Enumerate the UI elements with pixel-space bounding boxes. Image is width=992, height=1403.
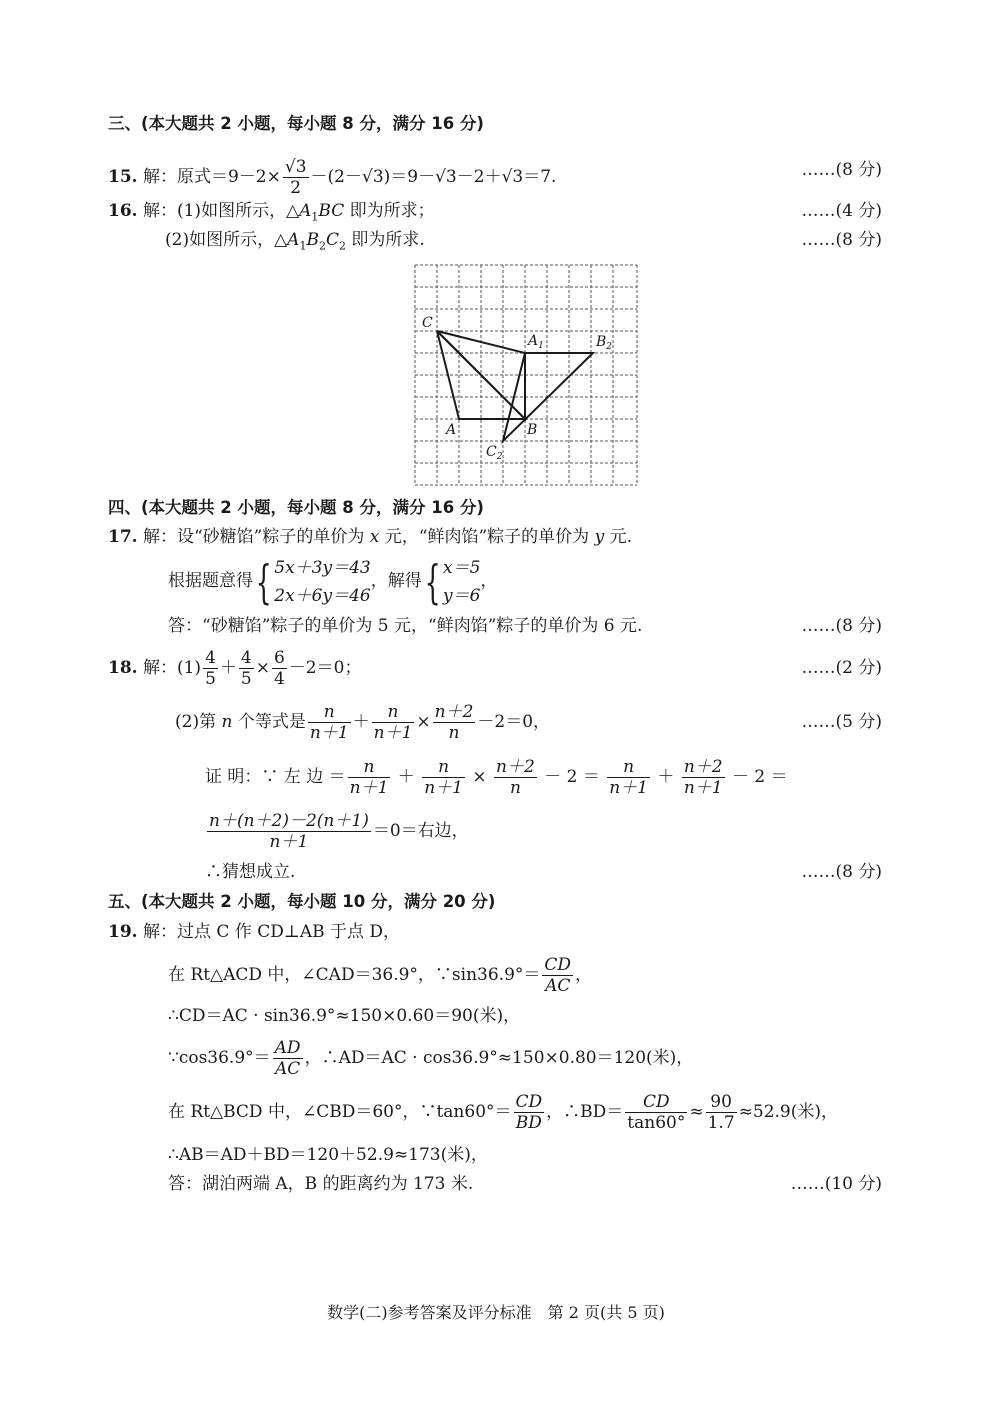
- text: 即为所求；: [344, 201, 435, 221]
- problem-number: 17.: [108, 527, 138, 547]
- fraction: [494, 757, 537, 798]
- text: －(2－: [310, 167, 362, 187]
- label-c2-sub: 2: [496, 452, 503, 462]
- text: ，: [480, 571, 498, 591]
- denominator: n: [509, 778, 521, 798]
- numerator: n: [348, 757, 391, 778]
- triangles: [437, 331, 593, 441]
- operator: ＋: [392, 767, 421, 787]
- fraction: [203, 648, 218, 689]
- label-b2-main: B: [596, 334, 607, 350]
- label-b2-sub: 2: [606, 342, 613, 352]
- denominator: tan60°: [627, 1113, 686, 1133]
- numerator: n＋2: [496, 757, 535, 777]
- text: 解：过点 C 作 CD⊥AB 于点 D，: [142, 922, 401, 942]
- label-a1-main: A: [528, 333, 539, 349]
- text: ，∴AD＝AC · cos36.9°≈150×0.80＝120(米)，: [304, 1048, 694, 1068]
- problem-19-answer: 答：湖泊两端 A，B 的距离约为 173 米.: [168, 1174, 474, 1194]
- denominator: n＋1: [609, 778, 648, 798]
- fraction: [433, 702, 476, 743]
- solution-system: [443, 554, 480, 610]
- var: B: [306, 230, 319, 250]
- operator: － 2 ＝: [726, 767, 788, 787]
- problem-19-line-4: [168, 1033, 693, 1083]
- sub: 1: [311, 210, 319, 224]
- denominator: n＋1: [349, 778, 389, 798]
- score-15: ……(8 分): [801, 160, 882, 180]
- sqrt: √3: [435, 167, 457, 187]
- problem-19-line-6: ∴AB＝AD＋BD＝120＋52.9≈173(米)，: [168, 1145, 488, 1165]
- operator: ＋: [652, 767, 680, 787]
- problem-18-conclusion: ∴猜想成立.: [205, 862, 296, 882]
- text: 元，“鲜肉馅”粽子的单价为: [379, 527, 590, 547]
- var: C: [325, 230, 339, 250]
- denominator: n＋1: [424, 778, 463, 798]
- numerator: 4: [240, 648, 252, 668]
- problem-19-line-3: ∴CD＝AC · sin36.9°≈150×0.60＝90(米)，: [168, 1006, 521, 1026]
- denominator: 5: [240, 669, 252, 689]
- equation-system: [274, 554, 370, 610]
- text: －2＝0；: [288, 658, 362, 678]
- fraction: [273, 1038, 303, 1079]
- score-16a: ……(4 分): [801, 201, 882, 221]
- fraction: [706, 1092, 737, 1133]
- denominator: n＋1: [269, 832, 309, 852]
- denominator: 1.7: [707, 1113, 735, 1133]
- score-18a: ……(2 分): [801, 658, 882, 678]
- problem-15: [108, 157, 556, 198]
- grid-figure: [412, 262, 640, 488]
- text: ，∴BD＝: [546, 1102, 624, 1122]
- text: ＝7.: [523, 167, 557, 187]
- problem-18-proof-2: [205, 806, 469, 856]
- numerator: n: [372, 702, 415, 723]
- text: 解：(1): [142, 658, 202, 678]
- problem-number: 15.: [108, 167, 138, 187]
- numerator: n: [607, 757, 650, 778]
- denominator: n＋1: [309, 723, 349, 743]
- fraction: [239, 648, 254, 689]
- fraction: [372, 702, 415, 743]
- operator: ＋: [219, 658, 237, 678]
- numerator: CD: [544, 955, 572, 975]
- solution: x＝5: [443, 557, 481, 578]
- text: －2＝0，: [477, 712, 551, 732]
- numerator: CD: [625, 1092, 687, 1113]
- operator: ×: [255, 658, 270, 678]
- denominator: 2: [290, 178, 302, 198]
- text: 在 Rt△ACD 中，∠CAD＝36.9°，∵sin36.9°＝: [168, 965, 541, 985]
- numerator: 90: [706, 1092, 737, 1113]
- text: ，: [575, 965, 593, 985]
- text: ≈52.9(米)，: [738, 1102, 839, 1122]
- operator: ≈: [689, 1102, 704, 1122]
- problem-17: [108, 525, 632, 549]
- label-c: C: [422, 315, 433, 331]
- problem-18-part-1: [108, 643, 361, 693]
- text: )＝9－: [383, 167, 436, 187]
- var: A: [287, 230, 300, 250]
- denominator: n: [448, 723, 460, 743]
- text: 解：原式＝9－2×: [142, 167, 281, 187]
- sub: 2: [318, 239, 326, 253]
- denominator: n＋1: [683, 778, 723, 798]
- numerator: n＋2: [683, 757, 723, 777]
- problem-number: 19.: [108, 922, 138, 942]
- var: y: [594, 527, 605, 547]
- fraction: [542, 955, 573, 996]
- sqrt: √3: [361, 167, 384, 187]
- operator: ×: [416, 712, 431, 732]
- fraction: [607, 757, 650, 798]
- var: n: [221, 712, 233, 732]
- numerator: n＋(n＋2)－2(n＋1): [209, 811, 369, 831]
- operator: ＋: [352, 712, 370, 732]
- text: 解：设“砂糖馅”粽子的单价为: [142, 527, 365, 547]
- solution: y＝6: [443, 585, 481, 606]
- page-footer: 数学(二)参考答案及评分标准 第 2 页(共 5 页): [327, 1303, 665, 1322]
- numerator: n: [308, 702, 351, 723]
- denominator: AC: [545, 976, 571, 996]
- text: 根据题意得: [168, 571, 253, 591]
- section-3-heading: 三、(本大题共 2 小题，每小题 8 分，满分 16 分): [108, 114, 484, 133]
- text: 个等式是: [232, 712, 306, 732]
- denominator: 4: [273, 669, 285, 689]
- label-c2-main: C: [486, 444, 497, 460]
- sub: 2: [338, 239, 346, 253]
- text: ，解得: [370, 571, 422, 591]
- numerator: 6: [273, 648, 285, 668]
- denominator: BD: [515, 1113, 542, 1133]
- problem-17-system: [168, 553, 497, 610]
- fraction: [283, 157, 309, 198]
- score-17: ……(8 分): [801, 616, 882, 636]
- fraction: [272, 648, 287, 689]
- text: 元.: [604, 527, 632, 547]
- fraction: [422, 757, 465, 798]
- brace: {: [424, 554, 441, 609]
- sub: 1: [299, 239, 307, 253]
- fraction: [514, 1092, 545, 1133]
- problem-18-part-2: [175, 697, 550, 747]
- text: (2)如图所示，△: [165, 230, 288, 250]
- text: ∵cos36.9°＝: [168, 1048, 271, 1068]
- label-a: A: [446, 422, 457, 438]
- var: A: [299, 201, 312, 221]
- score-19: ……(10 分): [790, 1174, 882, 1194]
- score-16b: ……(8 分): [801, 230, 882, 250]
- problem-16-part-2: [165, 228, 425, 258]
- score-18b: ……(5 分): [801, 712, 882, 732]
- brace: {: [255, 554, 272, 609]
- var: x: [369, 527, 380, 547]
- fraction: [682, 757, 725, 798]
- text: 即为所求.: [345, 230, 425, 250]
- denominator: n＋1: [373, 723, 413, 743]
- problem-number: 16.: [108, 201, 138, 221]
- problem-number: 18.: [108, 658, 138, 678]
- text: 解：(1)如图所示，△: [142, 201, 300, 221]
- denominator: AC: [274, 1059, 301, 1079]
- text: ＝0＝右边，: [372, 821, 469, 841]
- label-b: B: [527, 422, 538, 438]
- numerator: AD: [274, 1038, 301, 1058]
- denominator: 5: [205, 669, 216, 689]
- section-4-heading: 四、(本大题共 2 小题，每小题 8 分，满分 16 分): [108, 498, 484, 517]
- numerator: 4: [205, 648, 216, 668]
- fraction: [207, 811, 371, 852]
- operator: ×: [466, 767, 493, 787]
- label-b2: [595, 334, 612, 352]
- problem-19-line-5: [168, 1087, 838, 1137]
- sqrt: √3: [501, 167, 524, 187]
- problem-19-line-2: [168, 950, 592, 1000]
- equation: 2x＋6y＝46: [274, 585, 371, 606]
- numerator: CD: [515, 1092, 543, 1112]
- problem-18-proof: [205, 752, 788, 802]
- numerator: n: [422, 757, 465, 778]
- numerator: n＋2: [434, 702, 474, 722]
- fraction: [625, 1092, 687, 1133]
- text: 在 Rt△BCD 中，∠CBD＝60°，∵tan60°＝: [168, 1102, 512, 1122]
- score-18c: ……(8 分): [801, 862, 882, 882]
- label-a1-sub: 1: [538, 341, 544, 351]
- problem-16-part-1: [108, 199, 435, 229]
- fraction: [308, 702, 351, 743]
- problem-19-line-1: [108, 920, 400, 944]
- var: BC: [318, 201, 345, 221]
- text: －2＋: [456, 167, 502, 187]
- fraction: [348, 757, 391, 798]
- label-a1: [526, 333, 544, 351]
- text: (2)第: [175, 712, 217, 732]
- text: 证 明：∵ 左 边 ＝: [205, 767, 346, 787]
- label-c2: [486, 444, 503, 462]
- equation: 5x＋3y＝43: [274, 557, 371, 578]
- section-5-heading: 五、(本大题共 2 小题，每小题 10 分，满分 20 分): [108, 892, 496, 911]
- operator: － 2 ＝: [538, 767, 606, 787]
- numerator: √3: [284, 157, 307, 177]
- problem-17-answer: 答：“砂糖馅”粽子的单价为 5 元，“鲜肉馅”粽子的单价为 6 元.: [168, 616, 643, 636]
